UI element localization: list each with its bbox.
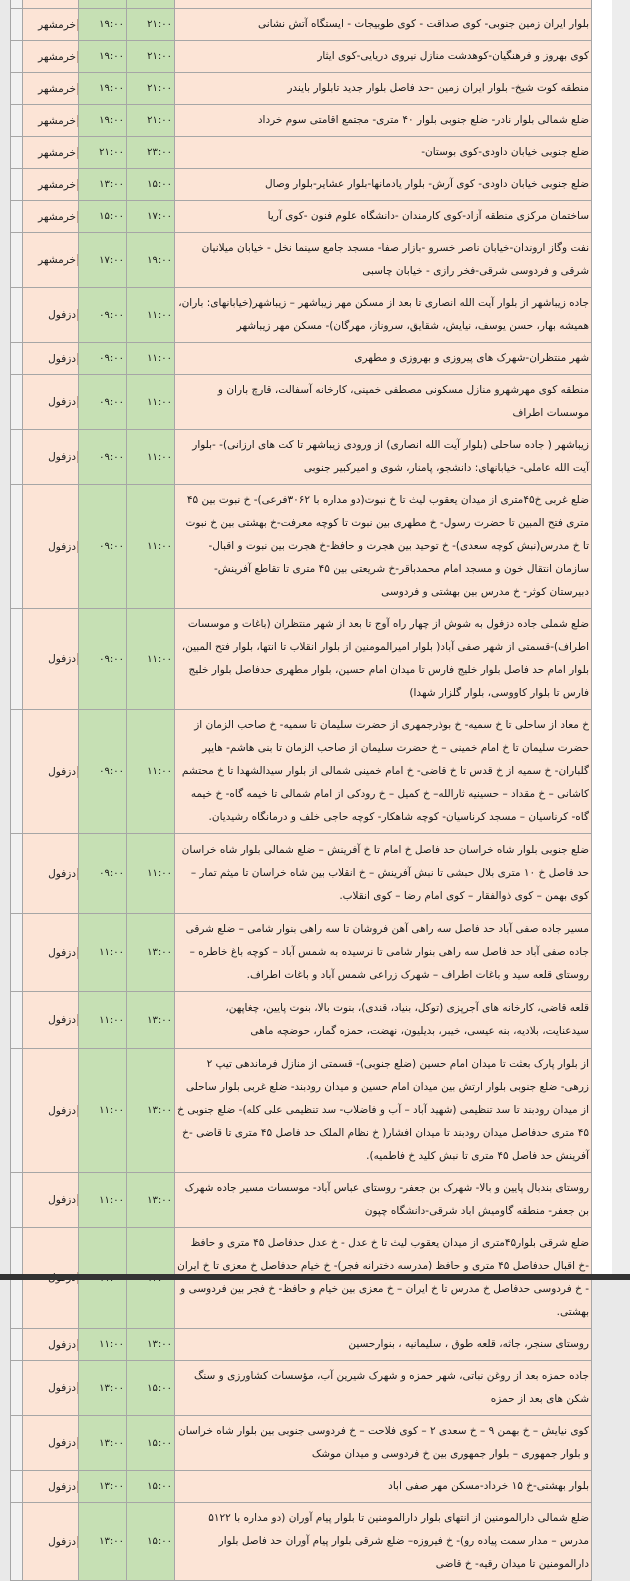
table-row (11, 1471, 592, 1503)
city-label: خرمشهر (25, 179, 78, 191)
area-description-cell: ضلع شمالی بلوار نادر- ضلع جنوبی بلوار ۴۰ متری- مجتمع اقامتی سوم خرداد (175, 105, 592, 137)
end-time-cell: ۲۱:۰۰ (127, 41, 175, 73)
area-description-cell: منطقه کوی مهرشهرو منازل مسکونی مصطفی خمینی، کارخانه آسفالت، قارچ باران و موسسات اطراف (175, 375, 592, 430)
start-time-cell: ۱۳:۰۰ (79, 1361, 127, 1416)
start-time-cell: ۱۱:۰۰ (79, 1173, 127, 1228)
city-cell (23, 233, 79, 288)
table-row (11, 430, 592, 485)
end-time-cell: ۱۹:۰۰ (127, 233, 175, 288)
city-label: دزفول (25, 653, 78, 665)
city-cell (23, 73, 79, 105)
city-cell (23, 1416, 79, 1471)
city-cell (23, 105, 79, 137)
row-gutter (11, 137, 23, 169)
city-cell (23, 834, 79, 914)
end-time-cell: ۱۳:۰۰ (127, 914, 175, 992)
start-time-cell: ۱۹:۰۰ (79, 9, 127, 41)
city-label: دزفول (25, 1437, 78, 1449)
end-time-cell: ۱۱:۰۰ (127, 609, 175, 710)
bottom-edge (0, 1274, 630, 1280)
table-row (11, 609, 592, 710)
row-gutter (11, 710, 23, 834)
row-gutter (11, 288, 23, 343)
city-cell (23, 375, 79, 430)
end-time-cell: ۱۵:۰۰ (127, 169, 175, 201)
table-row (11, 169, 592, 201)
city-label: دزفول (25, 1382, 78, 1394)
row-gutter (11, 105, 23, 137)
start-time-cell: ۱۳:۰۰ (79, 1503, 127, 1581)
start-time-cell: ۰۹:۰۰ (79, 710, 127, 834)
area-description-cell: زیباشهر ( جاده ساحلی (بلوار آیت الله انصاری) از ورودی زیباشهر تا کت های ارزانی)- -بلوار آیت الله عاملی- خیابانهای: دانشجو، پامنار، شوی و امیرکبیر جنوبی (175, 430, 592, 485)
city-label: دزفول (25, 868, 78, 880)
table-row (11, 992, 592, 1049)
area-description-cell: ضلع شملی جاده دزفول به شوش از چهار راه آوج تا بعد از شهر منتظران (باغات و موسسات اطراف)-قسمتی از شهر صفی آباد( بلوار امیرالمومنین از بلوار انقلاب تا انتها، بلوار فتح المبین، بلوار امام حد فاصل بلوار خلیج فارس تا میدان امام حسین، بلوار مطهری حدفاصل بلوار خلیج فارس تا بلوار کاووسی، بلوار گلزار شهدا) (175, 609, 592, 710)
table-row (11, 1416, 592, 1471)
city-label: دزفول (25, 396, 78, 408)
table-row (11, 1049, 592, 1173)
city-label: دزفول (25, 947, 78, 959)
row-gutter (11, 485, 23, 609)
start-time-cell: ۰۹:۰۰ (79, 288, 127, 343)
area-description-cell: نفت وگاز اروندان-خیابان ناصر خسرو -بازار صفا- مسجد جامع سینما نخل - خیابان میلانیان شرقی و فردوسی شرقی-فخر رازی - خیابان چاسبی (175, 233, 592, 288)
city-label: خرمشهر (25, 51, 78, 63)
table-row (11, 9, 592, 41)
city-label: خرمشهر (25, 83, 78, 95)
city-cell (23, 1503, 79, 1581)
row-gutter (11, 609, 23, 710)
table-row (11, 41, 592, 73)
area-description-cell: بلوار ایران زمین جنوبی- کوی صداقت - کوی طوبیجات - ایستگاه آتش نشانی (175, 9, 592, 41)
start-time-cell: ۰۹:۰۰ (79, 343, 127, 375)
start-time-cell: ۱۱:۰۰ (79, 992, 127, 1049)
end-time-cell: ۲۱:۰۰ (127, 73, 175, 105)
city-label: دزفول (25, 451, 78, 463)
row-gutter (11, 169, 23, 201)
end-time-cell: ۱۵:۰۰ (127, 1471, 175, 1503)
city-cell (23, 430, 79, 485)
end-time-cell: ۱۳:۰۰ (127, 1329, 175, 1361)
table-row (11, 105, 592, 137)
city-label: دزفول (25, 1536, 78, 1548)
city-cell (23, 41, 79, 73)
area-description-cell: جاده زیباشهر از بلوار آیت الله انصاری تا بعد از مسکن مهر زیباشهر – زیباشهر(خیابانهای: باران، همیشه بهار، حسن یوسف، نیایش، شقایق، سروناز، مهرگان)- مسکن مهر زیباشهر (175, 288, 592, 343)
end-time-cell: ۱۱:۰۰ (127, 288, 175, 343)
table-row (11, 1173, 592, 1228)
table-row (11, 0, 592, 9)
area-description-cell: روستای سنجر، جاثه، قلعه طوق ، سلیمانیه ، بنوارحسین (175, 1329, 592, 1361)
row-gutter (11, 1361, 23, 1416)
end-time-cell: ۲۱:۰۰ (127, 9, 175, 41)
row-gutter (11, 343, 23, 375)
row-gutter (11, 201, 23, 233)
row-gutter (11, 834, 23, 914)
row-gutter (11, 1173, 23, 1228)
end-time-cell: ۱۵:۰۰ (127, 1361, 175, 1416)
start-time-cell: ۰۹:۰۰ (79, 834, 127, 914)
table-row (11, 710, 592, 834)
start-time-cell: ۰۹:۰۰ (79, 609, 127, 710)
end-time-cell: ۱۳:۰۰ (127, 992, 175, 1049)
city-cell (23, 1471, 79, 1503)
start-time-cell: ۱۹:۰۰ (79, 73, 127, 105)
area-description-cell: ضلع شرقی بلوار۴۵متری از میدان یعقوب لیث تا خ عدل - خ عدل حدفاصل ۴۵ متری و حافظ -خ اقبال حدفاصل ۴۵ متری و حافظ (مدرسه دخترانه فجر)- خ خیام حدفاصل خ معزی تا خ ایران - خ فردوسی حدفاصل خ مدرس تا خ ایران – خ معزی بین خیام و حافظ- خ فجر بین فردوسی و بهشتی. (175, 1228, 592, 1329)
city-cell (23, 0, 79, 9)
area-description-cell: ضلع شمالی دارالمومنین از انتهای بلوار دارالمومنین تا بلوار پیام آوران (دو مداره با ۵۱۲۲ مدرس – مدار سمت پیاده رو)- خ فیروزه– ضلع شرقی بلوار پیام آوران حد فاصل بلوار دارالمومنین تا میدان رقیه- خ قاضی (175, 1503, 592, 1581)
row-gutter (11, 992, 23, 1049)
end-time-cell: ۱۵:۰۰ (127, 1416, 175, 1471)
city-cell (23, 1329, 79, 1361)
area-description-cell: ساختمان مرکزی منطقه آزاد-کوی کارمندان -دانشگاه علوم فنون -کوی آریا (175, 201, 592, 233)
city-label: دزفول (25, 1194, 78, 1206)
start-time-cell: ۱۳:۰۰ (79, 1416, 127, 1471)
row-gutter (11, 41, 23, 73)
row-gutter (11, 375, 23, 430)
table-row (11, 288, 592, 343)
area-description-cell: شهر منتظران-شهرک های پیروزی و بهروزی و مطهری (175, 343, 592, 375)
area-description-cell: جاده حمزه بعد از روغن نباتی، شهر حمزه و شهرک شیرین آب، مؤسسات کشاورزی و سنگ شکن های بعد از حمزه (175, 1361, 592, 1416)
table-row (11, 233, 592, 288)
city-label: دزفول (25, 1014, 78, 1026)
row-gutter (11, 0, 23, 9)
page-margin (592, 0, 612, 1280)
city-label: خرمشهر (25, 254, 78, 266)
city-label: خرمشهر (25, 115, 78, 127)
area-description-cell: منطقه کوت شیخ- بلوار ایران زمین -حد فاصل بلوار جدید تابلوار بایندر (175, 73, 592, 105)
city-cell (23, 914, 79, 992)
area-description-cell: از بلوار پارک بعثت تا میدان امام حسین (ضلع جنوبی)- قسمتی از منازل فرماندهی تیپ ۲ زرهی- ضلع جنوبی بلوار ارتش بین میدان امام حسین و میدان رودبند- ضلع غربی بلوار ساحلی از میدان رودبند تا سد تنظیمی (شهید آباد – آب و فاضلاب- سد تنظیمی علی کله)- ضلع جنوبی خ ۴۵ متری حدفاصل میدان رودبند تا میدان افشار( خ نظام الملک حد فاصل ۴۵ متری تا قاضی -خ آفرینش حد فاصل ۴۵ متری تا نبش کلید خ فاطمیه). (175, 1049, 592, 1173)
start-time-cell (79, 0, 127, 9)
start-time-cell: ۱۳:۰۰ (79, 169, 127, 201)
city-label: دزفول (25, 541, 78, 553)
end-time-cell: ۱۷:۰۰ (127, 201, 175, 233)
city-cell (23, 1173, 79, 1228)
table-row (11, 343, 592, 375)
start-time-cell: ۱۱:۰۰ (79, 914, 127, 992)
area-description-cell: بلوار بهشتی-خ ۱۵ خرداد-مسکن مهر صفی اباد (175, 1471, 592, 1503)
row-gutter (11, 233, 23, 288)
table-row (11, 1503, 592, 1581)
city-label: دزفول (25, 309, 78, 321)
start-time-cell: ۰۹:۰۰ (79, 430, 127, 485)
start-time-cell: ۱۳:۰۰ (79, 1471, 127, 1503)
table-row (11, 201, 592, 233)
end-time-cell: ۱۱:۰۰ (127, 834, 175, 914)
city-cell (23, 288, 79, 343)
area-description-cell (175, 0, 592, 9)
table-row (11, 1329, 592, 1361)
city-cell (23, 710, 79, 834)
area-description-cell: ضلع غربی خ۴۵متری از میدان یعقوب لیث تا خ نبوت(دو مداره با ۳۰۶۲فرعی)- خ نبوت بین ۴۵ متری فتح المبین تا حضرت رسول- خ مطهری بین نبوت تا کوچه معرفت-خ بهشتی بین خ نبوت تا خ مدرس(نبش کوچه سعدی)- خ توحید بین هجرت و حافظ-خ هجرت بین نبوت و اقبال- سازمان انتقال خون و مسجد امام محمدباقر-خ شریعتی بین ۴۵ متری تا تقاطع آفرینش- دبیرستان کوثر- خ مدرس بین بهشتی و فردوسی (175, 485, 592, 609)
end-time-cell (127, 0, 175, 9)
table-row (11, 137, 592, 169)
city-cell (23, 1049, 79, 1173)
end-time-cell: ۱۱:۰۰ (127, 485, 175, 609)
table-row (11, 834, 592, 914)
city-label: دزفول (25, 766, 78, 778)
city-label: دزفول (25, 1481, 78, 1493)
row-gutter (11, 1471, 23, 1503)
start-time-cell: ۰۹:۰۰ (79, 375, 127, 430)
area-description-cell: کوی نیایش – خ بهمن ۹ – خ سعدی ۲ – کوی فلاحت – خ فردوسی جنوبی بین بلوار شاه خراسان و بلوار جمهوری – بلوار جمهوری بین خ فردوسی و میدان موشک (175, 1416, 592, 1471)
start-time-cell: ۱۹:۰۰ (79, 41, 127, 73)
end-time-cell: ۱۵:۰۰ (127, 1503, 175, 1581)
city-cell (23, 609, 79, 710)
row-gutter (11, 1049, 23, 1173)
city-cell (23, 137, 79, 169)
start-time-cell: ۲۱:۰۰ (79, 137, 127, 169)
outage-schedule-table (10, 0, 592, 1581)
area-description-cell: ضلع جنوبی خیابان داودی- کوی آرش- بلوار یادمانها-بلوار عشایر-بلوار وصال (175, 169, 592, 201)
end-time-cell: ۱۳:۰۰ (127, 1049, 175, 1173)
area-description-cell: ضلع جنوبی خیابان داودی-کوی بوستان- (175, 137, 592, 169)
start-time-cell: ۱۵:۰۰ (79, 201, 127, 233)
city-label: خرمشهر (25, 147, 78, 159)
row-gutter (11, 1329, 23, 1361)
scroll-gutter (612, 0, 630, 1280)
end-time-cell: ۱۱:۰۰ (127, 430, 175, 485)
area-description-cell: ضلع جنوبی بلوار شاه خراسان حد فاصل خ امام تا خ آفرینش – ضلع شمالی بلوار شاه خراسان حد فاصل خ ۱۰ متری بلال حبشی تا نبش آفرینش – خ انقلاب بین شاه خراسان تا میثم تمار – کوی بهمن – کوی ذوالفقار – کوی امام رضا – کوی انقلاب. (175, 834, 592, 914)
end-time-cell: ۲۳:۰۰ (127, 137, 175, 169)
city-cell (23, 169, 79, 201)
start-time-cell: ۱۹:۰۰ (79, 105, 127, 137)
end-time-cell: ۲۱:۰۰ (127, 105, 175, 137)
city-label: خرمشهر (25, 19, 78, 31)
row-gutter (11, 73, 23, 105)
table-row (11, 1361, 592, 1416)
row-gutter (11, 914, 23, 992)
table-row (11, 485, 592, 609)
city-label: دزفول (25, 1339, 78, 1351)
table-row (11, 73, 592, 105)
end-time-cell: ۱۳:۰۰ (127, 1173, 175, 1228)
city-label: دزفول (25, 353, 78, 365)
row-gutter (11, 1503, 23, 1581)
area-description-cell: خ معاد از ساحلی تا خ سمیه- خ بوذرجمهری از حضرت سلیمان تا سمیه- خ صاحب الزمان از حضرت سلیمان تا خ امام خمینی – خ حضرت سلیمان از صاحب الزمان تا بنی هاشم- هایپر گلباران- خ سمیه از خ قدس تا خ قاضی- خ امام خمینی شمالی از بلوار سیدالشهدا تا خ محتشم کاشانی – خ مقداد – حسینیه ثارالله– خ کمیل – خ رودکی از امام شمالی تا خیمه گاه- خ خیمه گاه- کرناسیان – مسجد کرناسیان- کوچه شاهکار- کوچه حاجی خلف و درمانگاه رشیدیان. (175, 710, 592, 834)
area-description-cell: روستای بندبال پایین و بالا- شهرک بن جعفر- روستای عباس آباد- موسسات مسیر جاده شهرک بن جعفر- منطقه گاومیش اباد شرقی-دانشگاه چپون (175, 1173, 592, 1228)
end-time-cell: ۱۱:۰۰ (127, 343, 175, 375)
start-time-cell: ۱۷:۰۰ (79, 233, 127, 288)
city-cell (23, 201, 79, 233)
row-gutter (11, 430, 23, 485)
area-description-cell: کوی بهروز و فرهنگیان-کوهدشت منازل نیروی دریایی-کوی ایثار (175, 41, 592, 73)
table-row (11, 914, 592, 992)
city-cell (23, 485, 79, 609)
start-time-cell: ۱۱:۰۰ (79, 1329, 127, 1361)
area-description-cell: مسیر جاده صفی آباد حد فاصل سه راهی آهن فروشان تا سه راهی بنوار شامی – ضلع شرقی جاده صفی آباد حد فاصل سه راهی بنوار شامی تا نرسیده به شمس آباد – کوچه باغ خاطره – روستای قلعه سید و باغات اطراف – شهرک زراعی شمس آباد و باغات اطراف. (175, 914, 592, 992)
city-cell (23, 343, 79, 375)
table-row (11, 375, 592, 430)
city-label: دزفول (25, 1105, 78, 1117)
city-cell (23, 1361, 79, 1416)
city-cell (23, 9, 79, 41)
end-time-cell: ۱۱:۰۰ (127, 710, 175, 834)
city-cell (23, 992, 79, 1049)
row-gutter (11, 1416, 23, 1471)
city-label: خرمشهر (25, 211, 78, 223)
end-time-cell: ۱۱:۰۰ (127, 375, 175, 430)
row-gutter (11, 9, 23, 41)
area-description-cell: قلعه قاضی، کارخانه های آجرپزی (توکل، بنیاد، قندی)، بنوت بالا، بنوت پایین، چغاپهن، سیدعنایت، بلادیه، بنه عیسی، خیبر، بدیلیون، نهضت، حمزه گمار، حوضچه ماهی (175, 992, 592, 1049)
start-time-cell: ۰۹:۰۰ (79, 485, 127, 609)
start-time-cell: ۱۱:۰۰ (79, 1049, 127, 1173)
